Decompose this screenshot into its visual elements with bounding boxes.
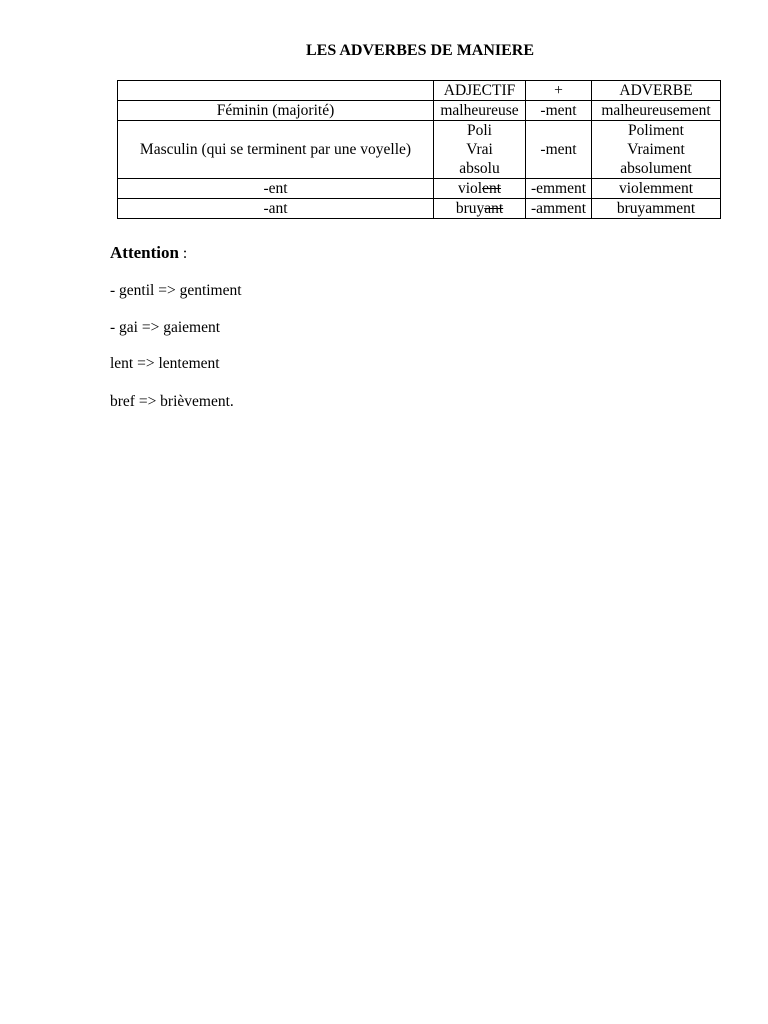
header-adjectif: ADJECTIF — [434, 81, 526, 101]
adverbs-table — [117, 80, 721, 219]
attention-colon: : — [178, 245, 188, 262]
table-row-masculin — [118, 121, 721, 179]
table-row-ent — [118, 179, 721, 199]
row-suffix: -ment — [526, 121, 592, 179]
table-header-row — [118, 81, 721, 101]
row-label: -ant — [118, 199, 434, 219]
adjectif-struck-ending: ent — [482, 180, 502, 197]
attention-heading — [110, 243, 187, 263]
table-row-ant — [118, 199, 721, 219]
table-row-feminin — [118, 101, 721, 121]
adjectif-item: absolu — [459, 160, 500, 177]
row-adjectif — [434, 199, 526, 219]
row-suffix: -ment — [526, 101, 592, 121]
adverbe-item: Poliment — [628, 122, 684, 139]
row-adjectifs — [434, 121, 526, 179]
note-item: bref => brièvement. — [110, 393, 234, 410]
attention-label: Attention — [110, 243, 179, 262]
row-adjectif: malheureuse — [434, 101, 526, 121]
row-suffix: -emment — [526, 179, 592, 199]
header-adverbe: ADVERBE — [592, 81, 721, 101]
row-adverbes — [592, 121, 721, 179]
adjectif-stem: viol — [457, 180, 483, 197]
adjectif-stem: bruy — [455, 200, 485, 217]
note-item: - gentil => gentiment — [110, 282, 242, 299]
row-adverbe: violemment — [592, 179, 721, 199]
adverbe-item: Vraiment — [627, 141, 685, 158]
page-title: LES ADVERBES DE MANIERE — [305, 42, 535, 59]
row-adjectif — [434, 179, 526, 199]
note-item: lent => lentement — [110, 355, 220, 372]
row-label: -ent — [118, 179, 434, 199]
note-item: - gai => gaiement — [110, 319, 221, 336]
row-label: Féminin (majorité) — [118, 101, 434, 121]
row-suffix: -amment — [526, 199, 592, 219]
row-label: Masculin (qui se terminent par une voyelle) — [118, 121, 434, 179]
row-adverbe: bruyamment — [592, 199, 721, 219]
adjectif-item: Poli — [467, 122, 492, 139]
adverbe-item: absolument — [620, 160, 692, 177]
adjectif-item: Vrai — [466, 141, 493, 158]
row-adverbe: malheureusement — [592, 101, 721, 121]
header-empty-cell — [118, 81, 434, 101]
adjectif-struck-ending: ant — [484, 200, 504, 217]
header-plus: + — [526, 81, 592, 101]
